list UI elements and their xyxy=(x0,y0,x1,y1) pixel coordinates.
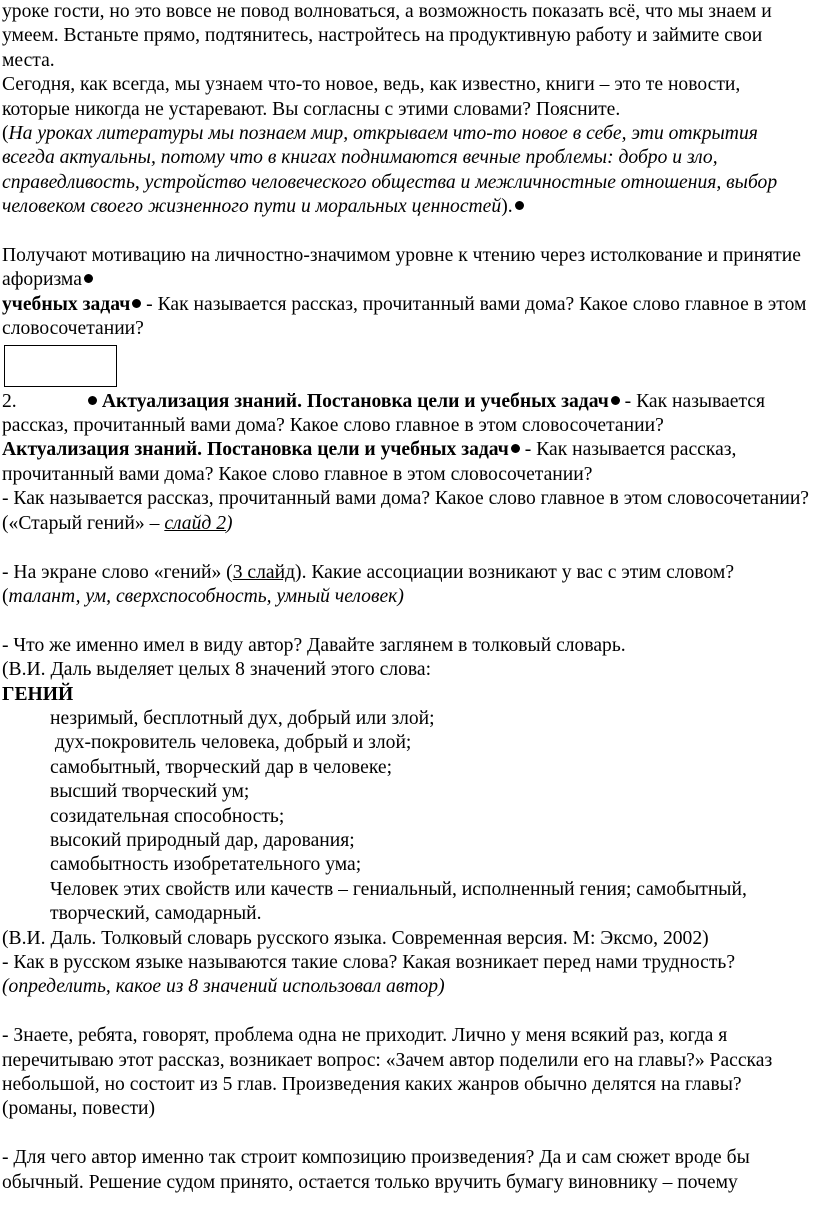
section-title: Актуализация знаний. Постановка цели и учебных задач xyxy=(101,390,609,412)
list-item xyxy=(2,829,810,853)
words-question: - Как в русском языке называются такие слова? Какая возникает перед нами трудность? xyxy=(2,951,736,973)
motivation-label: Получают мотивацию на личностно-значимом уровне к чтению через истолкование и принятие афоризма xyxy=(2,245,801,291)
list-text: самобытность изобретательного ума; xyxy=(50,854,362,876)
list-text: самобытный, творческий дар в человеке; xyxy=(50,756,393,778)
screen-text: - На экране слово «гений» ( xyxy=(2,561,233,583)
list-number xyxy=(2,756,50,780)
list-text: созидательная способность; xyxy=(50,805,285,827)
section-2-repeat xyxy=(2,438,810,487)
composition-paragraph: - Для чего автор именно так строит композицию произведения? Да и сам сюжет вроде бы обычный. Решение судом принято, остается только вручить бумагу виновнику – почему xyxy=(2,1147,750,1193)
section-number: 2. xyxy=(2,390,17,412)
bullet-dot-icon xyxy=(88,396,97,405)
list-item xyxy=(2,805,810,829)
list-number xyxy=(2,829,50,853)
slide-2-link: слайд 2 xyxy=(164,512,226,534)
intro-paragraph-1: уроке гости, но это вовсе не повод волноваться, а возможность показать всё, что мы знаем и умеем. Встаньте прямо, подтянитесь, настройтесь на продуктивную работу и займите свои места. xyxy=(2,1,772,71)
list-item xyxy=(2,780,810,804)
list-text: дух-покровитель человека, добрый и злой; xyxy=(50,732,412,754)
list-text: высший творческий ум; xyxy=(50,781,250,803)
tasks-question: - Как называется рассказ, прочитанный вами дома? Какое слово главное в этом словосочетании? xyxy=(2,293,807,340)
bullet-dot-icon xyxy=(515,201,524,210)
paren-close: ) xyxy=(226,512,233,534)
section-2-paragraph xyxy=(2,390,810,439)
intro-paragraph-2: Сегодня, как всегда, мы узнаем что-то новое, ведь, как известно, книги – это те новости, которые никогда не устаревают. Вы согласны с этими словами? Поясните. xyxy=(2,74,741,120)
paren-open: ( xyxy=(2,123,9,145)
dash: – xyxy=(144,512,165,534)
section-question: - Как называется рассказ, прочитанный вами дома? Какое слово главное в этом словосочетании? xyxy=(2,390,765,437)
dictionary-intro: (В.И. Даль выделяет целых 8 значений этого слова: xyxy=(2,659,432,681)
slide-3-link: 3 слайд xyxy=(232,561,296,583)
list-number xyxy=(2,707,50,731)
list-text: незримый, бесплотный дух, добрый или злой; xyxy=(50,707,435,729)
tasks-bold: учебных задач xyxy=(2,293,131,315)
empty-table-cell xyxy=(4,345,117,387)
story-answer xyxy=(2,512,810,536)
list-number xyxy=(2,731,50,755)
list-number xyxy=(2,878,50,902)
motivation-text xyxy=(2,244,810,293)
words-answer: (определить, какое из 8 значений использовал автор) xyxy=(2,976,445,998)
tasks-paragraph xyxy=(2,293,810,342)
list-number xyxy=(2,853,50,877)
screen-question xyxy=(2,561,810,585)
list-item xyxy=(2,731,810,755)
blank-line xyxy=(2,536,810,560)
paren-open: ( xyxy=(2,585,9,607)
dictionary-question: - Что же именно имел в виду автор? Давайте заглянем в толковый словарь. xyxy=(2,634,626,656)
list-item xyxy=(2,853,810,877)
genres-answer: (романы, повести) xyxy=(2,1098,156,1120)
problem-paragraph: - Знаете, ребята, говорят, проблема одна не приходит. Лично у меня всякий раз, когда я перечитываю этот рассказ, возникает вопрос: «Зачем автор поделили его на главы?» Рассказ небольшой, но состоит из 5 глав. Произведения каких жанров обычно делятся на главы? xyxy=(2,1025,773,1095)
paren-close: ). xyxy=(501,196,513,218)
bullet-dot-icon xyxy=(84,274,93,283)
story-question: - Как называется рассказ, прочитанный вами дома? Какое слово главное в этом словосочетании? xyxy=(2,488,810,510)
list-item xyxy=(2,756,810,780)
literature-answer: На уроках литературы мы познаем мир, открываем что-то новое в себе, эти открытия всегда актуальны, потому что в книгах поднимаются вечные проблемы: добро и зло, справедливость, устройство человеческого общества и межличностные отношения, выбор человеком своего жизненного пути и моральных ценностей xyxy=(2,123,778,218)
dictionary-heading: ГЕНИЙ xyxy=(2,683,74,705)
bullet-dot-icon xyxy=(132,299,141,308)
bullet-dot-icon xyxy=(611,396,620,405)
blank-line xyxy=(2,1000,810,1024)
bullet-dot-icon xyxy=(511,444,520,453)
section-title-repeat: Актуализация знаний. Постановка цели и учебных задач xyxy=(2,439,509,461)
screen-answer xyxy=(2,585,810,609)
list-text: Человек этих свойств или качеств – гениальный, исполненный гения; самобытный, творческий, самодарный. xyxy=(50,878,747,925)
list-number xyxy=(2,805,50,829)
story-title: («Старый гений» xyxy=(2,512,145,534)
blank-line xyxy=(2,1122,810,1146)
list-item xyxy=(2,878,810,927)
screen-text-after: ). Какие ассоциации возникают у вас с этим словом? xyxy=(295,561,735,583)
blank-line xyxy=(2,220,810,244)
intro-paragraph-3 xyxy=(2,122,810,220)
blank-line xyxy=(2,609,810,633)
list-item xyxy=(2,707,810,731)
list-text: высокий природный дар, дарования; xyxy=(50,829,355,851)
list-number xyxy=(2,780,50,804)
associations-answer: талант, ум, сверхспособность, умный человек) xyxy=(8,585,404,607)
section-question-repeat: - Как называется рассказ, прочитанный вами дома? Какое слово главное в этом словосочетании? xyxy=(2,439,737,485)
dictionary-source: (В.И. Даль. Толковый словарь русского языка. Современная версия. М: Эксмо, 2002) xyxy=(2,927,709,949)
